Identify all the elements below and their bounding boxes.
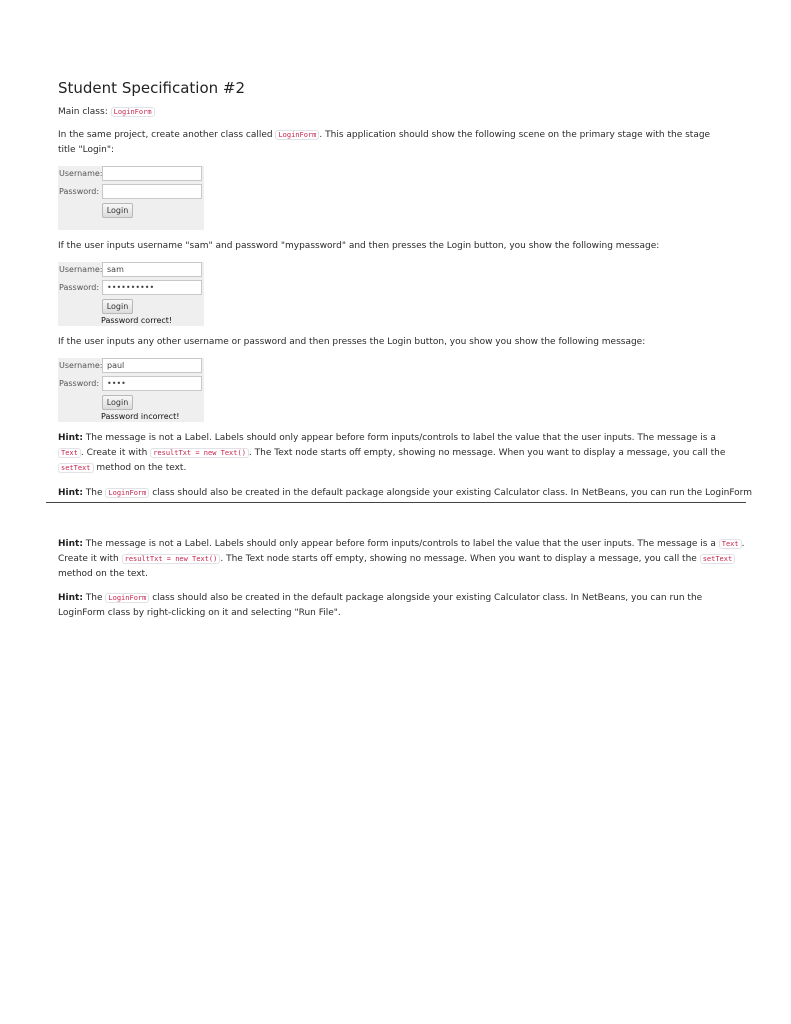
password-row [58,184,204,200]
login-button: Login [102,203,133,218]
username-label: Username: [59,361,103,370]
hint-label: Hint: [58,433,83,443]
code-settext: setText [58,463,94,473]
hint-run-file: Hint: The LoginForm class should also be created in the default package alongside your existing Calculator class. In NetBeans, you can run the LoginForm class by right-clicking on it and selecting "Run File". [58,593,703,618]
result-message: Password correct! [101,316,173,325]
username-label: Username: [59,265,103,274]
password-row [58,280,204,296]
username-field [102,166,202,181]
password-label: Password: [59,283,100,292]
paragraph-incorrect: If the user inputs any other username or password and then presses the Login button, you show you show the following message: [58,337,646,347]
code-loginform: LoginForm [105,488,149,498]
hint-text-node: Hint: The message is not a Label. Labels should only appear before form inputs/controls to label the value that the user inputs. The message is a Text . Create it with resultTxt = new Text() . The Text node starts off empty, showing no message. When you want to display a message, you call the setText method on the text. [58,433,726,473]
password-field: •••••••••• [102,280,202,295]
intro-paragraph: In the same project, create another class called LoginForm . This application should show the following scene on the primary stage with the stage title "Login": [58,130,711,155]
code-loginform: LoginForm [105,593,149,603]
hint-label: Hint: [58,593,83,603]
page-title: Student Specification #2 [58,79,246,97]
username-label: Username: [59,169,103,178]
hint-label: Hint: [58,539,83,549]
code-text: Text [719,539,742,549]
login-form-example-empty [58,166,204,230]
hint-run-file-truncated: Hint: The LoginForm class should also be created in the default package alongside your existing Calculator class. In NetBeans, you can run the LoginForm [58,488,752,498]
code-result-txt: resultTxt = new Text() [122,554,221,564]
code-text: Text [58,448,81,458]
login-form-example-incorrect [58,358,204,422]
login-button: Login [102,299,133,314]
password-row [58,376,204,392]
username-row [58,166,204,182]
hint-label: Hint: [58,488,83,498]
password-field [102,184,202,199]
code-loginform: LoginForm [275,130,319,140]
username-row [58,358,204,374]
password-label: Password: [59,379,100,388]
password-field: •••• [102,376,202,391]
code-settext: setText [700,554,736,564]
code-loginform: LoginForm [111,107,155,117]
username-field: paul [102,358,202,373]
page-divider [46,502,746,503]
code-result-txt: resultTxt = new Text() [150,448,249,458]
login-button: Login [102,395,133,410]
result-message: Password incorrect! [101,412,180,421]
login-form-example-correct [58,262,204,326]
username-field: sam [102,262,202,277]
paragraph-correct: If the user inputs username "sam" and password "mypassword" and then presses the Login button, you show the following message: [58,241,660,251]
main-class-line: Main class: LoginForm [58,105,155,120]
hint-text-node-repeat: Hint: The message is not a Label. Labels should only appear before form inputs/controls to label the value that the user inputs. The message is a Text . Create it with resultTxt = new Text() . The Text node starts off empty, showing no message. When you want to display a message, you call the setText method on the text. [58,539,745,579]
username-row [58,262,204,278]
password-label: Password: [59,187,100,196]
